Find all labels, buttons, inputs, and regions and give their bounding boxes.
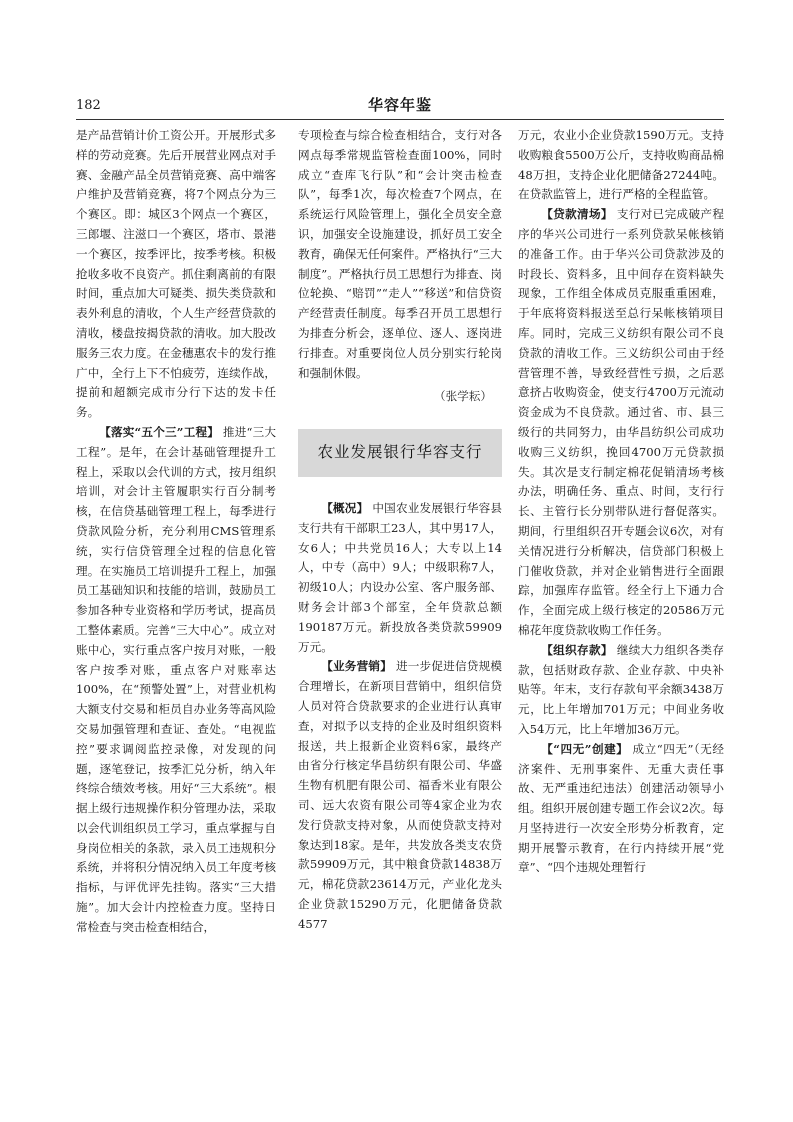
column-3 [518, 126, 724, 878]
paragraph-heading: 【“四无”创建】 [541, 741, 629, 756]
page-header [76, 94, 724, 118]
paragraph-heading: 【组织存款】 [541, 642, 613, 657]
paragraph-four-nos [518, 740, 724, 879]
paragraph-body: 进一步促进信贷规模合理增长，在新项目营销中，组织信贷人员对符合贷款要求的企业进行认真审查，对拟予以支持的企业及时组织资料报送，共上报新企业资料6家，最终产由省分行核定华昌纺织有限公司、华盛生物有机肥有限公司、福香米业有限公司、远大农资有限公司等4家企业为农发行贷款支持对象，从而使贷款支持对象达到18家。是年，共发放各类支农贷款59909万元，其中粮食贷款14838万元，棉花贷款23614万元，产业化龙头企业贷款15290万元，化肥储备贷款4577 [298, 659, 502, 931]
paragraph-continued: 是产品营销计价工资公开。开展形式多样的劳动竞赛。先后开展营业网点对手赛、金融产品全员营销竞赛、高中端客户维护及营销竞赛，将7个网点分为三个赛区。即：城区3个网点一个赛区，三郎堰、注滋口一个赛区，塔市、景港一个赛区，按季评比，按季考核。积极抢收多收不良资产。抓住剩离前的有限时间，重点加大可疑类、损失类贷款和表外利息的清收，个人生产经营贷款的清收，楼盘按揭贷款的清收。加大股改服务三农力度。在金穗惠农卡的发行推广中，全行上下不怕疲劳，连续作战，提前和超额完成市分行下达的发卡任务。 [76, 128, 276, 420]
paragraph-loan-clearing [518, 205, 724, 641]
paragraph-continued: 专项检查与综合检查相结合，支行对各网点每季常规监管检查面100%，同时成立“查库飞行队”和“会计突击检查队”，每季1次，每次检查7个网点，在系统运行风险管理上，强化全员安全意识，加强安全设施建设，抓好员工安全教育，确保无任何案件。严格执行“三大制度”。严格执行员工思想行为排查、岗位轮换、“赔罚”“走人”“移送”和信贷资产经营责任制度。每季召开员工思想行为排查分析会，逐单位、逐人、逐岗进行排查。对重要岗位人员分别实行轮岗和强制休假。 [298, 128, 502, 380]
paragraph-body: 继续大力组织各类存款，包括财政存款、企业存款、中央补贴等。年末，支行存款旬平余额3438万元，比上年增加701万元；中间业务收入54万元，比上年增加36万元。 [518, 642, 724, 736]
paragraph-heading: 【贷款清场】 [541, 207, 613, 222]
paragraph-body: 中国农业发展银行华容县支行共有干部职工23人，其中男17人，女6人；中共党员16人；大专以上14人，中专（高中）9人；中级职称7人，初级10人；内设办公室、客户服务部、财务会计部3个部室，全年贷款总额190187万元。新投放各类贷款59909万元。 [298, 500, 502, 654]
paragraph-heading: 【业务营销】 [321, 659, 393, 674]
paragraph-continued: 万元，农业小企业贷款1590万元。支持收购粮食5500万公斤，支持收购商品棉48万担，支持企业化肥储备27244吨。在贷款监管上，进行严格的全程监管。 [518, 128, 724, 202]
author-byline: （张学耘） [434, 389, 492, 404]
paragraph-heading: 【概况】 [321, 500, 369, 515]
paragraph-overview [298, 499, 502, 657]
page-number: 182 [76, 98, 101, 113]
paragraph-marketing [298, 657, 502, 934]
column-2 [298, 126, 502, 934]
paragraph-wuge-san [76, 423, 276, 938]
paragraph-deposits [518, 641, 724, 740]
paragraph-body: 成立“四无”（无经济案件、无刑事案件、无重大责任事故、无严重违纪违法）创建活动领导小组。组织开展创建专题工作会议2次。每月坚持进行一次安全形势分析教育，定期开展警示教育，在行内持续开展“党章”、“四个违规处理暂行 [518, 741, 724, 875]
paragraph-body: 推进“三大工程”。是年，在会计基础管理提升工程上，采取以会代训的方式，按月组织培训，对会计主管履职实行百分制考核，在信贷基础管理工程上，每季进行贷款风险分析，充分利用CMS管理系统，实行信贷管理全过程的信息化管理。在实施员工培训提升工程上，加强员工基础知识和技能的培训，鼓励员工参加各种专业资格和学历考试，提高员工整体素质。完善“三大中心”。成立对账中心，实行重点客户按月对账，一般客户按季对账，重点客户对账率达100%，在“预警处置”上，对营业机构大额支付交易和柜员自办业务等高风险交易加强管理和查证、查处。“电视监控”要求调阅监控录像，对发现的问题，逐笔登记，按季汇兑分析，纳入年终综合绩效考核。用好“三大系统”。根据上级行违规操作积分管理办法，采取以会代训组织员工学习，重点掌握与自身岗位相关的条款，录入员工违规积分系统，并将积分情况纳入员工年度考核指标，与评优评先挂钩。落实“三大措施”。加大会计内控检查力度。坚持日常检查与突击检查相结合， [76, 424, 277, 934]
section-title: 农业发展银行华容支行 [298, 429, 502, 477]
column-1 [76, 126, 276, 938]
paragraph-body: 支行对已完成破产程序的华兴公司进行一系列贷款呆帐核销的准备工作。由于华兴公司贷款涉及的时段长、资料多，且中间存在资料缺失现象，工作组全体成员克服重重困难，于年底将资料报送至总行呆帐核销项目库。同时，完成三义纺织有限公司不良贷款的清收工作。三义纺织公司由于经营管理不善，导致经营性亏损，之后恶意挤占收购资金，使支行4700万元流动资金成为不良贷款。通过省、市、县三级行的共同努力，由华昌纺织公司成功收购三义纺织，挽回4700万元贷款损失。其次是支行制定棉花促销清场考核办法，明确任务、重点、时间，支行行长、主管行长分别带队进行督促落实。期间，行里组织召开专题会议6次，对有关情况进行分析解决，信贷部门积极上门催收贷款，并对企业销售进行全面跟踪，加强库存监管。经全行上下通力合作，全面完成上级行核定的20586万元棉花年度贷款收购工作任务。 [518, 207, 724, 637]
paragraph-heading: 【落实“五个三”工程】 [99, 424, 220, 439]
running-title: 华容年鉴 [367, 96, 432, 114]
header-rule [76, 119, 724, 120]
